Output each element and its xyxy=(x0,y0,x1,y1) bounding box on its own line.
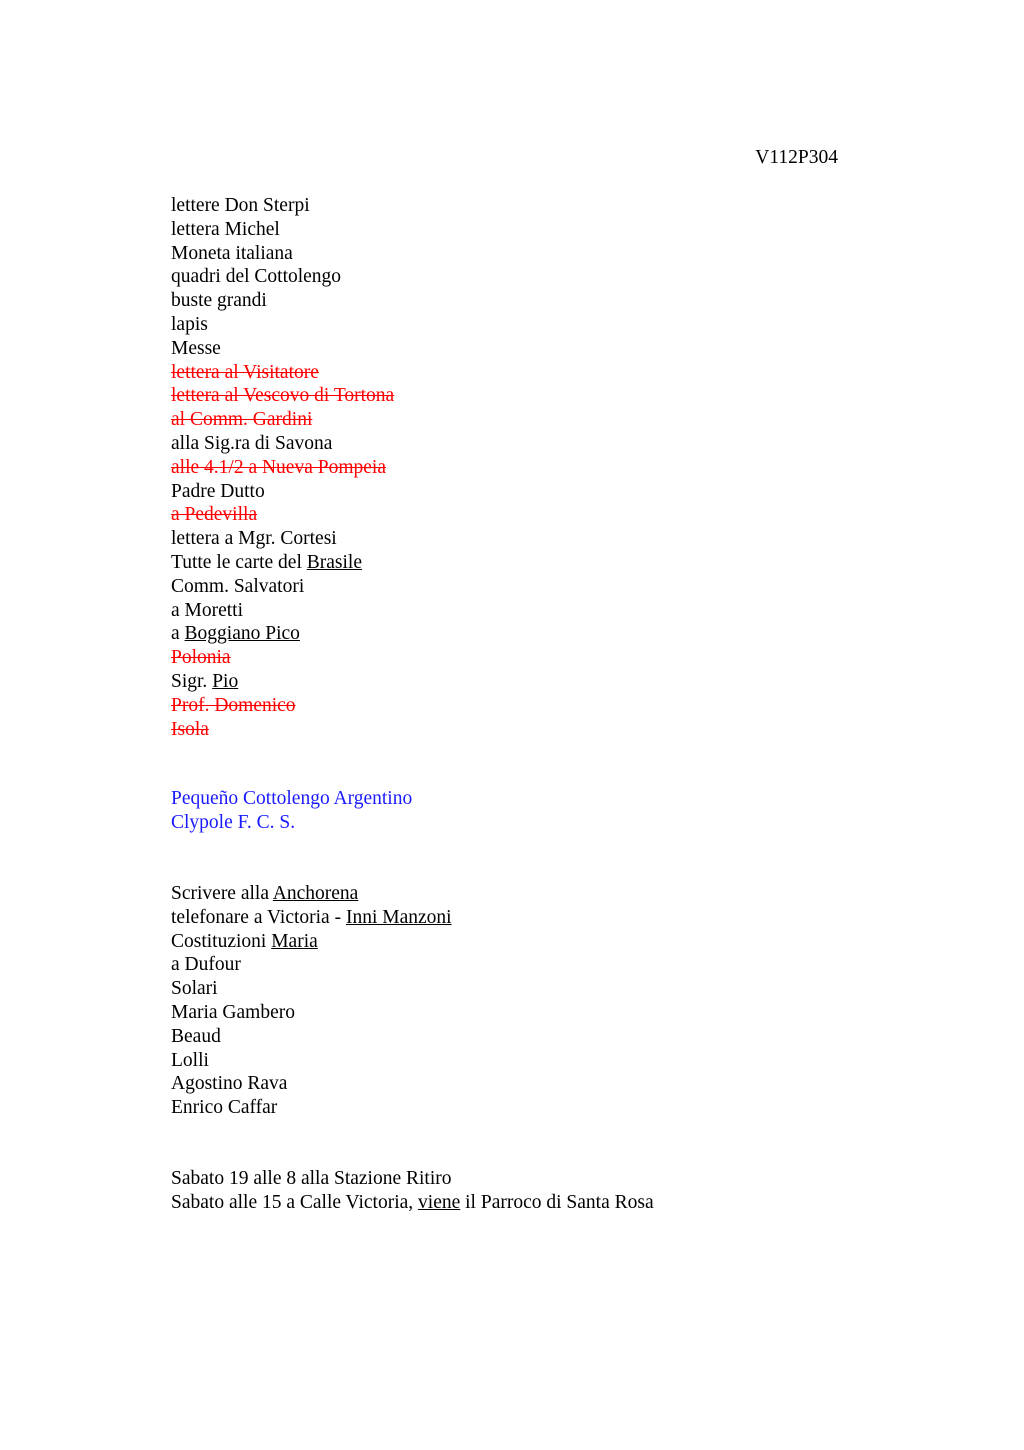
list-item: Solari xyxy=(171,978,218,1000)
list-item-blue: Clypole F. C. S. xyxy=(171,811,296,833)
list-item: Maria Gambero xyxy=(171,1001,295,1023)
list-item-struck: lettera al Vescovo di Tortona xyxy=(171,385,395,407)
underlined-word: viene xyxy=(418,1191,461,1213)
underlined-word: Boggiano Pico xyxy=(184,623,300,645)
appointments-list xyxy=(171,1167,654,1215)
task-list-3 xyxy=(171,882,452,1120)
item-text: Sigr. xyxy=(171,670,213,692)
list-item xyxy=(171,882,452,906)
list-item: Comm. Salvatori xyxy=(171,575,305,597)
underlined-word: Anchorena xyxy=(272,883,359,904)
page-reference: V112P304 xyxy=(755,147,838,168)
list-item-struck: a Pedevilla xyxy=(171,504,258,526)
list-item-struck: Prof. Domenico xyxy=(171,694,296,716)
list-item-struck: Isola xyxy=(171,718,209,740)
list-item-struck: al Comm. Gardini xyxy=(171,409,313,431)
list-item: Padre Dutto xyxy=(171,480,265,502)
list-item: buste grandi xyxy=(171,290,267,312)
list-item: Beaud xyxy=(171,1025,221,1047)
list-item: Messe xyxy=(171,337,221,359)
list-item: Moneta italiana xyxy=(171,242,293,264)
institution-list xyxy=(171,787,412,835)
list-item: Agostino Rava xyxy=(171,1073,288,1095)
task-list-1 xyxy=(171,194,394,741)
item-text: Costituzioni xyxy=(171,930,272,952)
list-item: a Dufour xyxy=(171,954,241,976)
item-text: Sabato alle 15 a Calle Victoria, xyxy=(171,1191,419,1213)
list-item-struck: Polonia xyxy=(171,647,231,669)
underlined-word: Brasile xyxy=(306,551,362,573)
list-item xyxy=(171,670,394,694)
item-text: Scrivere alla xyxy=(171,883,273,904)
list-item: lettera Michel xyxy=(171,218,280,240)
underlined-word: Maria xyxy=(271,930,318,952)
list-item xyxy=(171,622,394,646)
list-item: Lolli xyxy=(171,1049,209,1071)
list-item: alla Sig.ra di Savona xyxy=(171,432,333,454)
list-item xyxy=(171,906,452,930)
list-item xyxy=(171,930,452,954)
list-item: lettera a Mgr. Cortesi xyxy=(171,528,337,550)
list-item: quadri del Cottolengo xyxy=(171,266,342,288)
item-text: a xyxy=(171,623,185,645)
underlined-word: Pio xyxy=(212,670,239,692)
list-item: Sabato 19 alle 8 alla Stazione Ritiro xyxy=(171,1168,452,1189)
item-text: Tutte le carte del xyxy=(171,551,307,573)
item-text: il Parroco di Santa Rosa xyxy=(460,1191,654,1213)
list-item-struck: lettera al Visitatore xyxy=(171,361,319,383)
list-item: lettere Don Sterpi xyxy=(171,195,310,216)
list-item: Enrico Caffar xyxy=(171,1097,278,1119)
list-item xyxy=(171,551,394,575)
item-text: telefonare a Victoria - xyxy=(171,906,346,928)
list-item-struck: alle 4.1/2 a Nueva Pompeia xyxy=(171,456,386,478)
list-item: lapis xyxy=(171,313,208,335)
list-item: a Moretti xyxy=(171,599,244,621)
underlined-word: Inni Manzoni xyxy=(345,906,452,928)
list-item-blue: Pequeño Cottolengo Argentino xyxy=(171,788,413,809)
list-item xyxy=(171,1191,654,1215)
